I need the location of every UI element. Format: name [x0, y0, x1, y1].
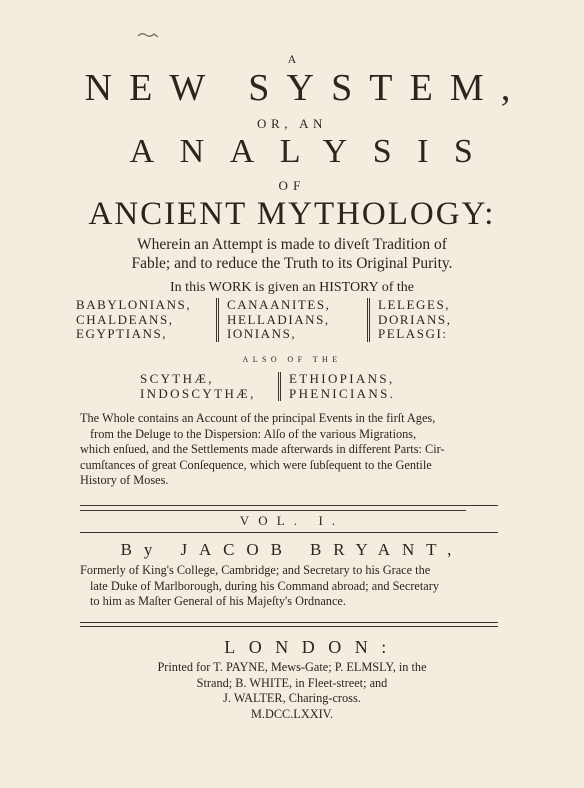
peoples2-column-2: [281, 372, 395, 401]
author-desc-line: Formerly of King's College, Cambridge; and Secretary to his Grace the: [80, 563, 431, 577]
imprint-line: Strand; B. WHITE, in Fleet-street; and: [196, 675, 388, 690]
divider-rule: [80, 626, 498, 627]
people-entry: PHENICIANS.: [289, 385, 396, 401]
people-entry: BABYLONIANS,: [76, 297, 192, 312]
peoples-column-1: [70, 298, 219, 342]
divider-rule: [80, 622, 498, 623]
title-of: OF: [278, 178, 306, 193]
people-entry: HELLADIANS,: [227, 311, 330, 327]
people-entry: DORIANS,: [378, 311, 452, 327]
title-or-an: OR, AN: [257, 116, 327, 131]
volume-label: VOL. I.: [239, 513, 345, 528]
divider-rule: [80, 505, 498, 506]
peoples-list-2: [140, 372, 460, 401]
people-entry: INDOSCYTHÆ,: [140, 385, 256, 401]
contents-paragraph: [80, 411, 510, 489]
contents-line: from the Deluge to the Dispersion: Alſo of the various Migrations,: [90, 426, 417, 441]
contents-line: cumſtances of great Conſequence, which were ſubſequent to the Gentile: [80, 457, 432, 472]
contents-line: History of Moses.: [80, 473, 169, 487]
people-entry: ETHIOPIANS,: [289, 371, 395, 386]
people-entry: PELASGI:: [378, 326, 448, 341]
title-line-ancient-mythology: ANCIENT MYTHOLOGY:: [88, 196, 496, 232]
subtitle-line-2: Fable; and to reduce the Truth to its Original Purity.: [131, 255, 453, 272]
title-article: A: [287, 52, 297, 66]
people-entry: CANAANITES,: [227, 297, 331, 312]
subtitle-line-1: Wherein an Attempt is made to diveſt Tradition of: [137, 236, 447, 253]
contents-line: The Whole contains an Account of the principal Events in the firſt Ages,: [80, 411, 436, 425]
contents-line: which enſued, and the Settlements made afterwards in different Parts: Cir-: [80, 442, 445, 456]
people-entry: LELEGES,: [378, 297, 451, 312]
author-desc-line: to him as Maſter General of his Majeſty's Ordnance.: [90, 594, 346, 608]
people-entry: EGYPTIANS,: [76, 326, 168, 341]
people-entry: IONIANS,: [227, 326, 297, 341]
people-entry: CHALDEANS,: [76, 311, 174, 327]
history-line: In this WORK is given an HISTORY of the: [170, 280, 414, 295]
imprint-line: Printed for T. PAYNE, Mews-Gate; P. ELMSLY, in the: [157, 660, 427, 674]
divider-rule: [80, 510, 466, 511]
peoples-column-3: [370, 298, 458, 342]
imprint-city: LONDON:: [224, 637, 400, 657]
imprint-date: M.DCC.LXXIV.: [250, 706, 334, 721]
author-line: By JACOB BRYANT,: [120, 540, 464, 559]
imprint: [0, 660, 584, 722]
also-of-the: ALSO OF THE: [242, 355, 342, 364]
imprint-line: J. WALTER, Charing-cross.: [223, 691, 361, 705]
title-line-new-system: NEW SYSTEM,: [84, 67, 528, 109]
people-entry: SCYTHÆ,: [140, 371, 214, 386]
peoples-column-2: [219, 298, 370, 342]
title-line-analysis: ANALYSIS: [129, 133, 499, 170]
peoples2-column-1: [140, 372, 281, 401]
author-desc-line: late Duke of Marlborough, during his Command abroad; and Secretary: [90, 578, 440, 593]
peoples-list: [70, 298, 520, 342]
ink-smudge: [136, 30, 160, 40]
divider-rule: [80, 532, 498, 533]
author-description: [80, 563, 510, 610]
